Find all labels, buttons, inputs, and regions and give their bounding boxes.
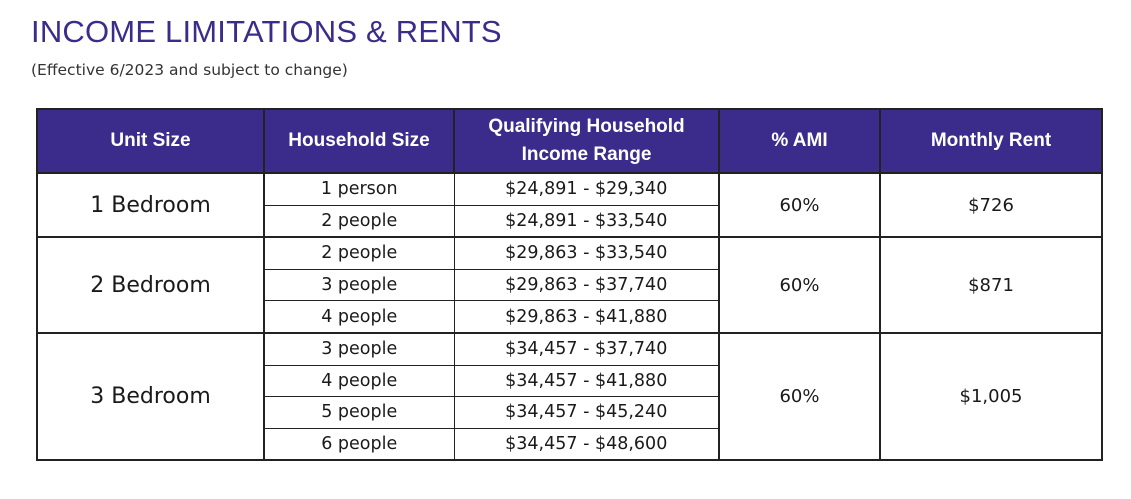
ami-cell: 60% <box>719 333 880 460</box>
table-row <box>37 237 1102 269</box>
table-row <box>37 333 1102 365</box>
monthly-rent-cell: $1,005 <box>880 333 1102 460</box>
income-rent-table <box>36 108 1103 461</box>
household-size-cell: 3 people <box>264 269 454 301</box>
unit-size-cell: 3 Bedroom <box>37 333 264 460</box>
household-size-cell: 2 people <box>264 205 454 237</box>
income-range-cell: $24,891 - $29,340 <box>454 173 719 205</box>
income-range-cell: $34,457 - $37,740 <box>454 333 719 365</box>
column-header-monthly-rent: Monthly Rent <box>880 109 1102 173</box>
page-title: INCOME LIMITATIONS & RENTS <box>31 14 502 49</box>
household-size-cell: 2 people <box>264 237 454 269</box>
column-header-household-size: Household Size <box>264 109 454 173</box>
column-header-income-range: Qualifying Household Income Range <box>454 109 719 173</box>
income-range-cell: $29,863 - $37,740 <box>454 269 719 301</box>
income-range-cell: $34,457 - $41,880 <box>454 365 719 397</box>
household-size-cell: 3 people <box>264 333 454 365</box>
income-range-cell: $29,863 - $33,540 <box>454 237 719 269</box>
ami-cell: 60% <box>719 173 880 237</box>
monthly-rent-cell: $726 <box>880 173 1102 237</box>
household-size-cell: 4 people <box>264 301 454 333</box>
income-range-cell: $34,457 - $45,240 <box>454 397 719 429</box>
income-range-cell: $24,891 - $33,540 <box>454 205 719 237</box>
unit-size-cell: 1 Bedroom <box>37 173 264 237</box>
effective-date-note: (Effective 6/2023 and subject to change) <box>31 61 348 79</box>
household-size-cell: 6 people <box>264 428 454 460</box>
household-size-cell: 1 person <box>264 173 454 205</box>
column-header-unit-size: Unit Size <box>37 109 264 173</box>
income-range-cell: $29,863 - $41,880 <box>454 301 719 333</box>
unit-size-cell: 2 Bedroom <box>37 237 264 333</box>
household-size-cell: 5 people <box>264 397 454 429</box>
table-header-row <box>37 109 1102 173</box>
household-size-cell: 4 people <box>264 365 454 397</box>
income-range-cell: $34,457 - $48,600 <box>454 428 719 460</box>
monthly-rent-cell: $871 <box>880 237 1102 333</box>
column-header-ami: % AMI <box>719 109 880 173</box>
ami-cell: 60% <box>719 237 880 333</box>
table-row <box>37 173 1102 205</box>
